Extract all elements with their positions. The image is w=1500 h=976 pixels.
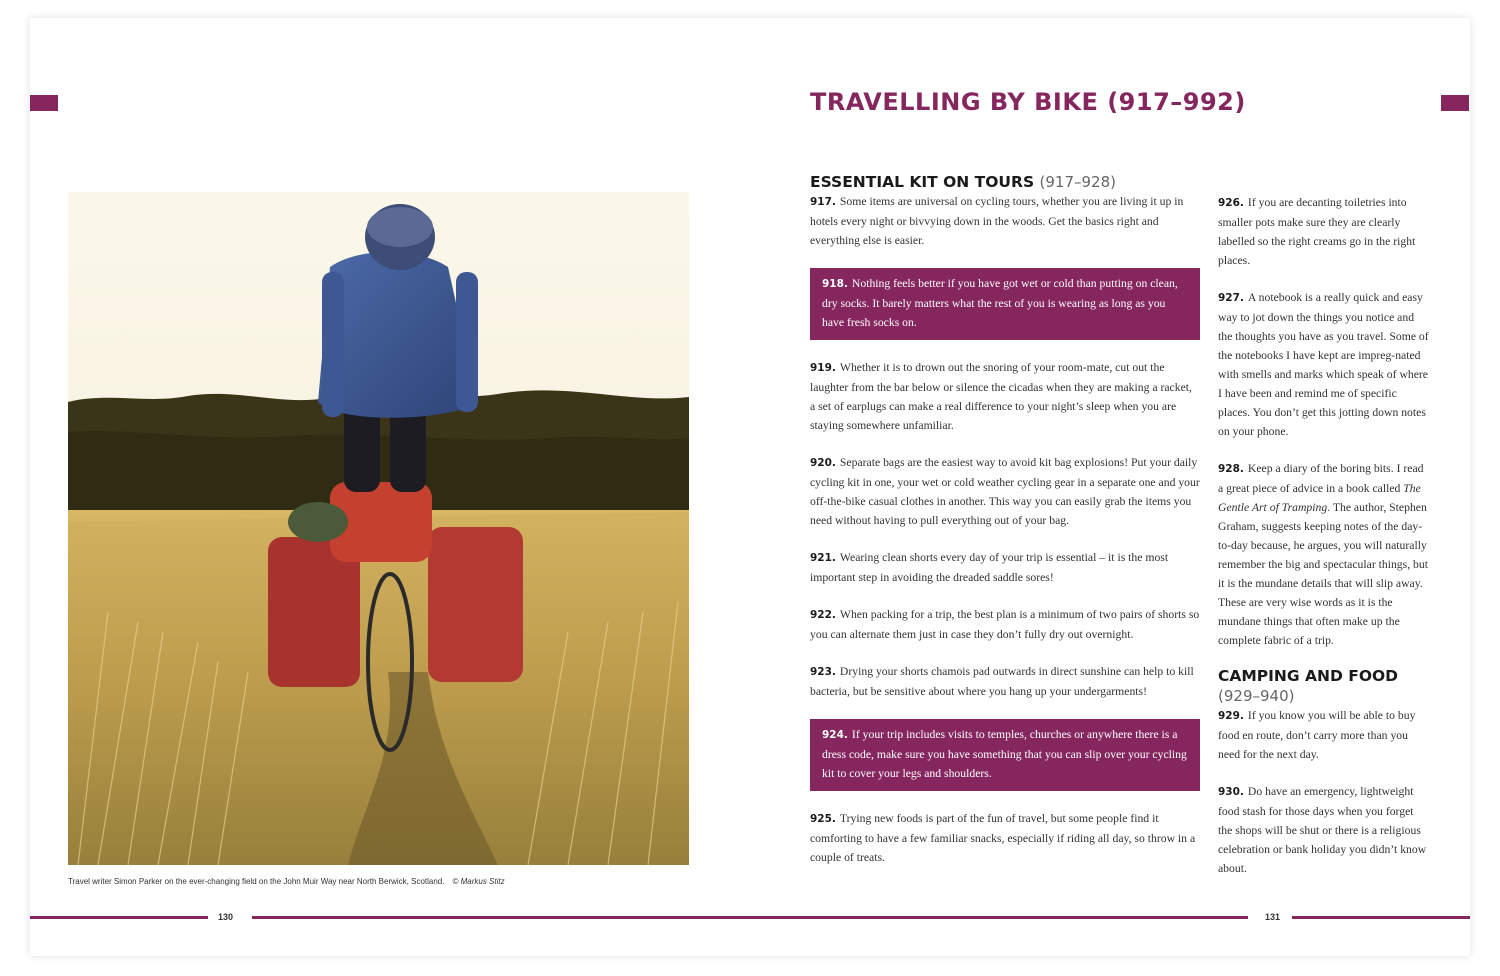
tip-number: 927. <box>1218 292 1244 304</box>
tip-930 <box>1218 782 1430 878</box>
tip-number: 928. <box>1218 463 1244 475</box>
tip-920 <box>810 453 1200 530</box>
tip-928 <box>1218 459 1430 650</box>
left-page-tab <box>30 95 58 111</box>
tip-text: A notebook is a really quick and easy way to jot down the things you notice and the thoughts you have as you travel. Some of the notebooks I have kept are impreg-nated with smells and marks which speak of where I have been and remind me of specific places. You don’t get this jotting down notes on your phone. <box>1218 291 1429 438</box>
tip-929 <box>1218 706 1430 764</box>
section-range: (917–928) <box>1039 173 1116 191</box>
tip-number: 923. <box>810 666 836 678</box>
tip-number: 930. <box>1218 786 1244 798</box>
tip-text: If your trip includes visits to temples, churches or anywhere there is a dress code, make sure you have something that you can slip over your cycling kit to cover your legs and shoulders. <box>822 728 1187 780</box>
tip-text: When packing for a trip, the best plan is a minimum of two pairs of shorts so you can alternate them just in case they don’t fully dry out overnight. <box>810 608 1200 641</box>
tip-text: Drying your shorts chamois pad outwards in direct sunshine can help to kill bacteria, but be sensitive about where you hang up your undergarments! <box>810 665 1194 698</box>
tip-text: Do have an emergency, lightweight food stash for those days when you forget the shops will be shut or there is a religious celebration or bank holiday you didn’t know about. <box>1218 785 1427 875</box>
book-title: The Gentle Art of Tramping <box>1218 482 1421 514</box>
tip-number: 929. <box>1218 710 1244 722</box>
right-page-tab <box>1441 95 1469 111</box>
tip-text-cont: . The author, Stephen Graham, suggests keeping notes of the day-to-day because, he argues, you will naturally remember the big and spectacular things, but it is the mundane details that will slip away. These are very wise words as it is the mundane things that often make up the complete fabric of a trip. <box>1218 501 1428 647</box>
caption-text: Travel writer Simon Parker on the ever-changing field on the John Muir Way near North Berwick, Scotland. <box>68 877 445 886</box>
tip-917 <box>810 192 1200 250</box>
text-column-2 <box>1218 193 1430 896</box>
tip-text: Whether it is to drown out the snoring of your room-mate, cut out the laughter from the bar below or silence the cicadas when they are making a racket, a set of earplugs can make a real difference to your night’s sleep when you are staying somewhere unfamiliar. <box>810 361 1192 432</box>
tip-text: Nothing feels better if you have got wet or cold than putting on clean, dry socks. It barely matters what the rest of you is wearing as long as you have fresh socks on. <box>822 277 1178 329</box>
tip-number: 920. <box>810 457 836 469</box>
section-range: (929–940) <box>1218 687 1295 705</box>
tip-text: Keep a diary of the boring bits. I read a great piece of advice in a book called <box>1218 462 1424 495</box>
tip-925 <box>810 809 1200 867</box>
tip-number: 922. <box>810 609 836 621</box>
section-heading-camping-food <box>1218 666 1430 706</box>
cyclist-photo <box>68 192 689 865</box>
tip-918-highlight <box>810 268 1200 340</box>
tip-text: Wearing clean shorts every day of your trip is essential – it is the most important step in avoiding the dreaded saddle sores! <box>810 551 1169 584</box>
page-number-right: 131 <box>1265 912 1281 922</box>
tip-919 <box>810 358 1200 435</box>
tip-923 <box>810 662 1200 701</box>
section-heading-text: ESSENTIAL KIT ON TOURS <box>810 173 1035 191</box>
tip-922 <box>810 605 1200 644</box>
photo-credit: © Markus Stitz <box>452 877 505 886</box>
tip-number: 921. <box>810 552 836 564</box>
tip-number: 918. <box>822 278 848 290</box>
footer-rule-middle <box>252 916 1248 919</box>
tip-number: 917. <box>810 196 836 208</box>
tip-927 <box>1218 288 1430 441</box>
tip-text: Separate bags are the easiest way to avoid kit bag explosions! Put your daily cycling kit in one, your wet or cold weather cycling gear in a separate one and your off-the-bike casual clothes in another. This way you can easily grab the items you need without having to pull everything out of your bag. <box>810 456 1200 527</box>
footer-rule-left-a <box>30 916 208 919</box>
tip-number: 919. <box>810 362 836 374</box>
tip-number: 926. <box>1218 197 1244 209</box>
tip-text: If you are decanting toiletries into smaller pots make sure they are clearly labelled so the right creams go in the right places. <box>1218 196 1416 267</box>
page-number-left: 130 <box>218 912 234 922</box>
tip-924-highlight <box>810 719 1200 791</box>
tip-text: If you know you will be able to buy food en route, don’t carry more than you need for the next day. <box>1218 709 1416 761</box>
tip-number: 925. <box>810 813 836 825</box>
text-column-1 <box>810 172 1200 885</box>
section-heading-essential-kit <box>810 172 1200 192</box>
tip-text: Some items are universal on cycling tours, whether you are living it up in hotels every night or bivvying down in the woods. Get the basics right and everything else is easier. <box>810 195 1184 247</box>
tip-text: Trying new foods is part of the fun of travel, but some people find it comforting to have a few familiar snacks, especially if riding all day, so throw in a couple of treats. <box>810 812 1196 864</box>
chapter-title: TRAVELLING BY BIKE (917–992) <box>810 88 1246 116</box>
photo-caption <box>68 877 505 886</box>
footer-rule-right <box>1292 916 1470 919</box>
tip-921 <box>810 548 1200 587</box>
tip-926 <box>1218 193 1430 270</box>
tip-number: 924. <box>822 729 848 741</box>
section-heading-text: CAMPING AND FOOD <box>1218 667 1399 685</box>
